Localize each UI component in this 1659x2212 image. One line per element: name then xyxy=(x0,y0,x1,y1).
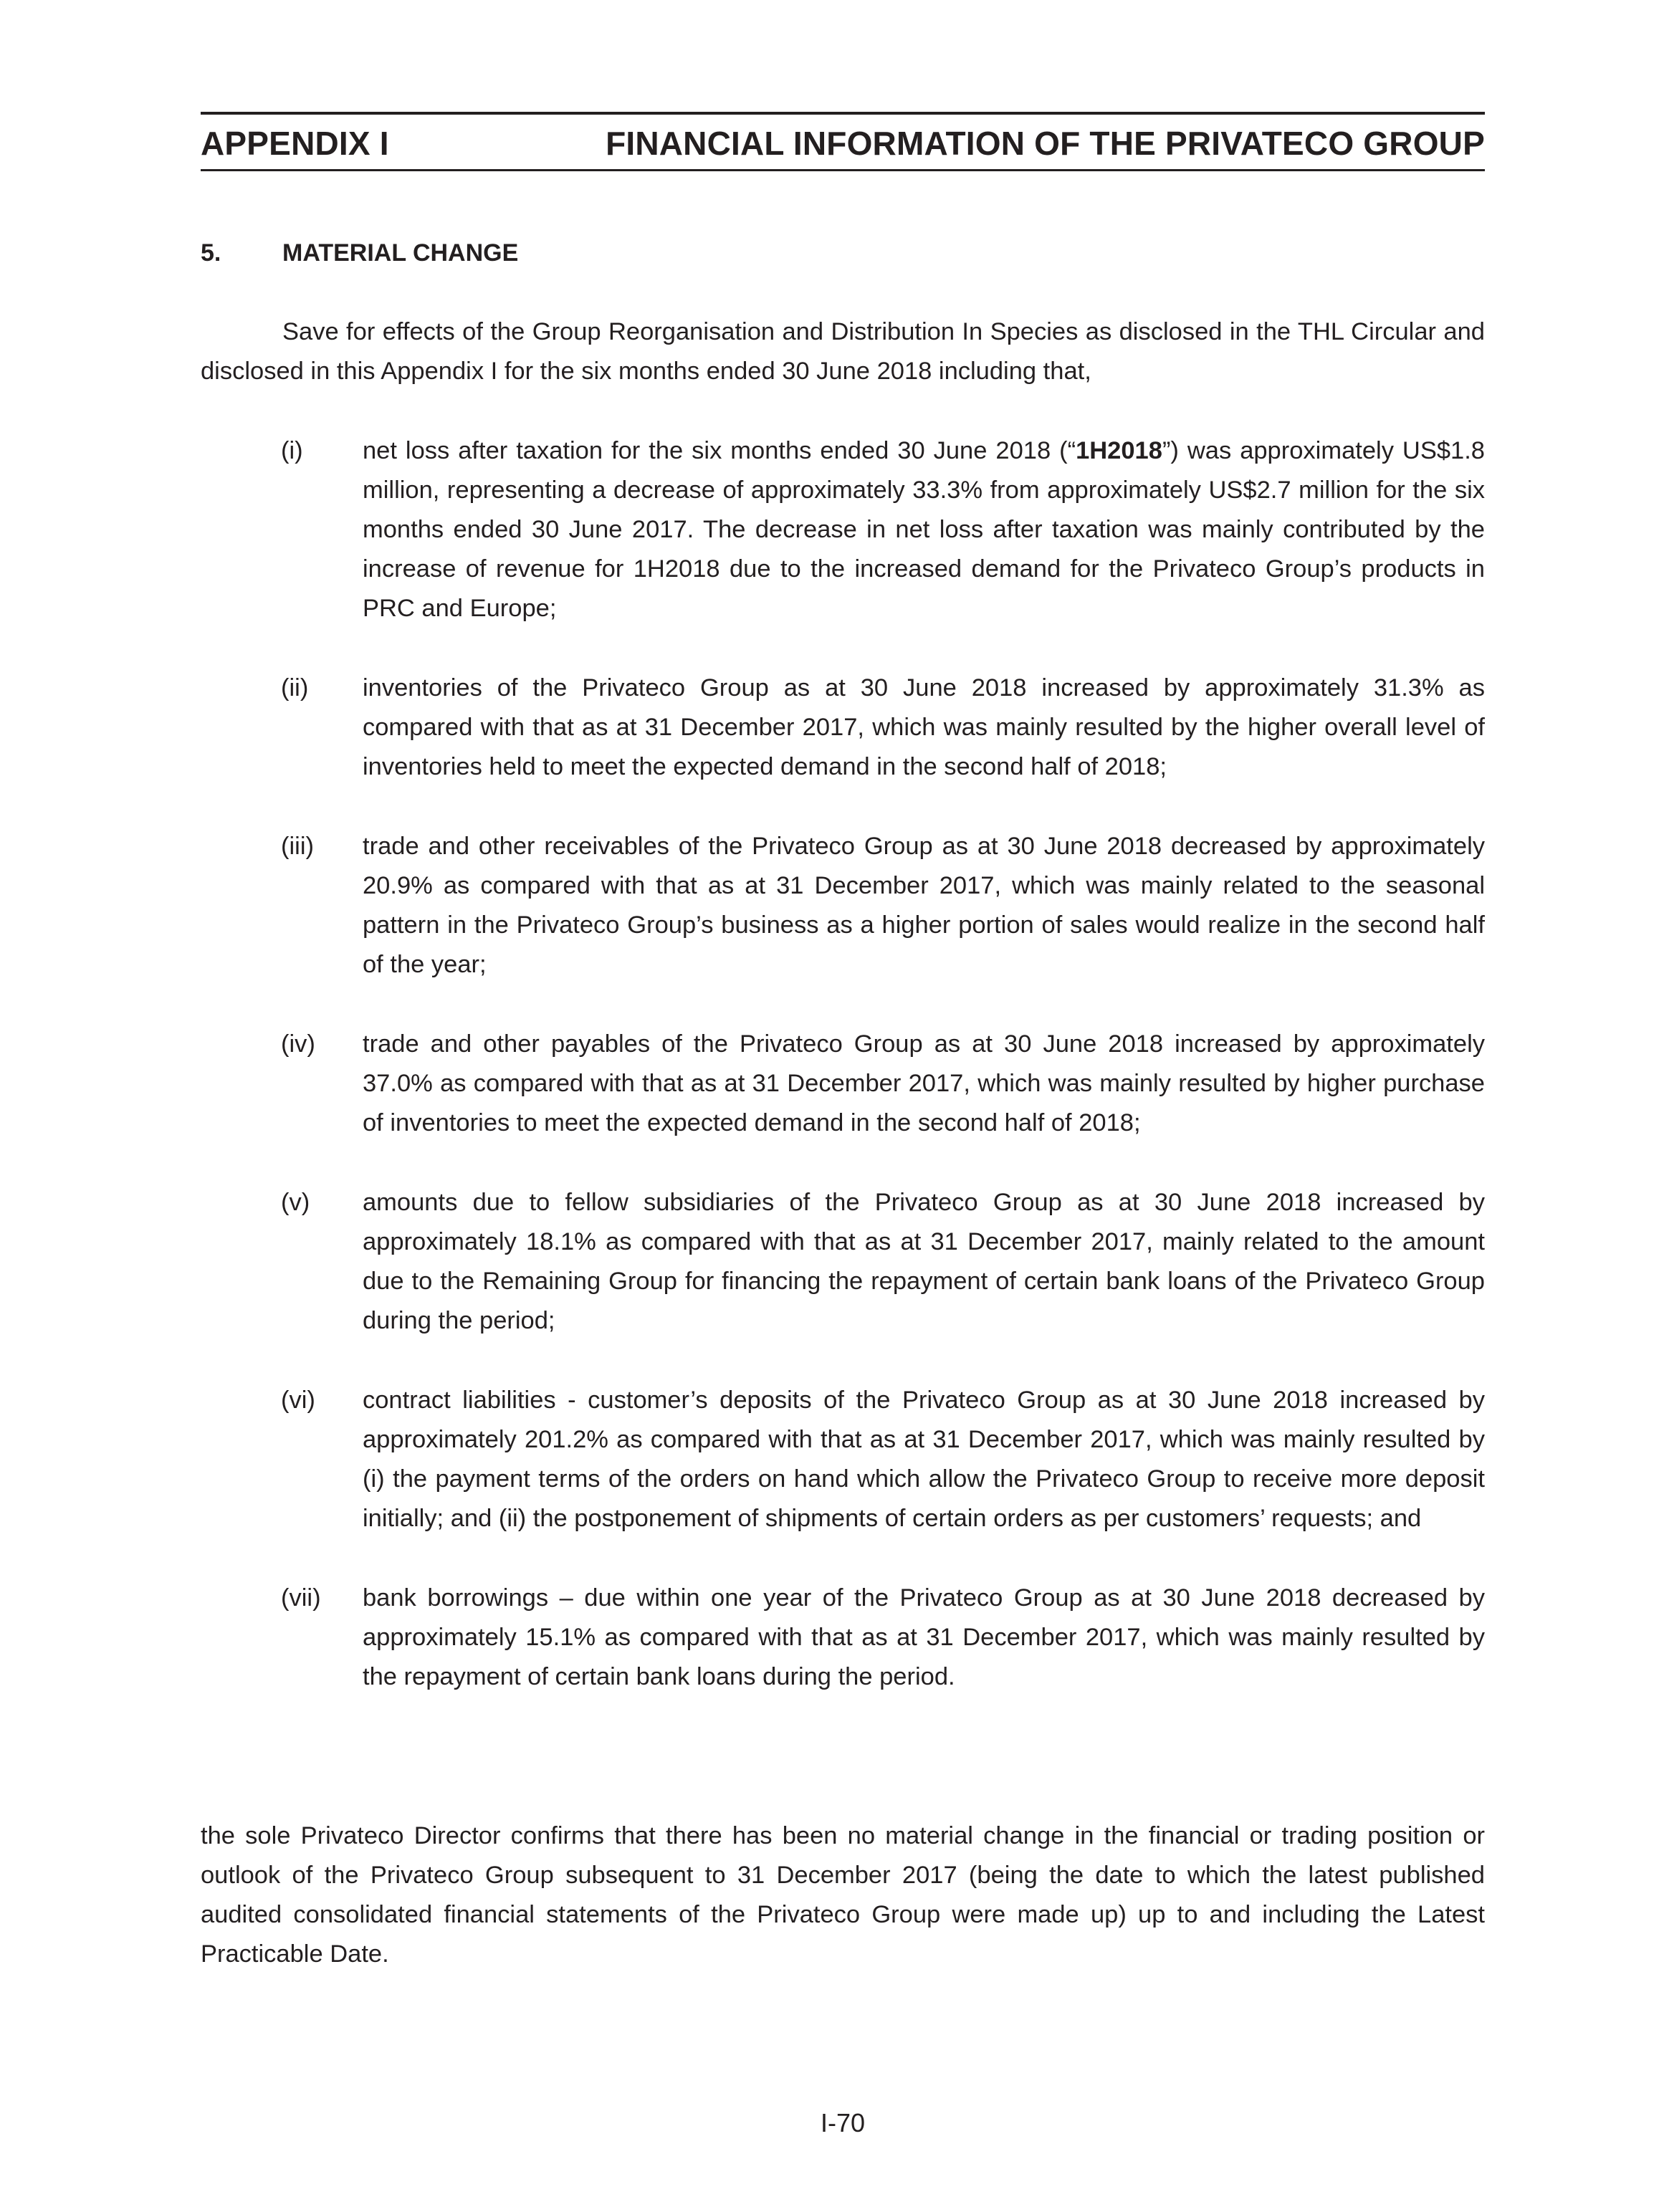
list-item-text-part: net loss after taxation for the six months ended 30 June 2018 (“ xyxy=(363,437,1076,464)
intro-paragraph: Save for effects of the Group Reorganisation and Distribution In Species as disclosed in the THL Circular and disclosed in this Appendix I for the six months ended 30 June 2018 including that, xyxy=(201,318,1485,385)
list-item-label: (iv) xyxy=(281,1030,315,1058)
list-item-label: (i) xyxy=(281,437,303,464)
material-change-list xyxy=(201,431,1485,1737)
list-item-label: (ii) xyxy=(281,674,309,702)
header-bottom-rule xyxy=(201,169,1485,171)
list-item-text: trade and other receivables of the Privateco Group as at 30 June 2018 decreased by approximately 20.9% as compared with that as at 31 December 2017, which was mainly related to the seasonal pattern in the Privateco Group’s business as a higher portion of sales would realize in the second half of the year; xyxy=(363,833,1485,978)
defined-term: 1H2018 xyxy=(1076,437,1162,464)
section-title: MATERIAL CHANGE xyxy=(282,239,519,267)
list-item-text: inventories of the Privateco Group as at 30 June 2018 increased by approximately 31.3% as compared with that as at 31 December 2017, which was mainly resulted by the higher overall level of inventories held to meet the expected demand in the second half of 2018; xyxy=(363,674,1485,780)
page-header xyxy=(201,122,1485,165)
header-top-rule xyxy=(201,112,1485,115)
list-item xyxy=(201,1025,1485,1143)
page-number: I-70 xyxy=(820,2108,866,2137)
list-item xyxy=(201,669,1485,787)
list-item-label: (v) xyxy=(281,1189,310,1216)
appendix-label: APPENDIX I xyxy=(201,125,389,162)
list-item xyxy=(201,1579,1485,1697)
list-item xyxy=(201,827,1485,985)
list-item-text-part: ”) was approximately US$1.8 million, representing a decrease of approximately 33.3% from approximately US$2.7 million for the six months ended 30 June 2017. The decrease in net loss after taxation was mainly contributed by the increase of revenue for 1H2018 due to the increased demand for the Privateco Group’s products in PRC and Europe; xyxy=(363,437,1485,622)
list-item-label: (vi) xyxy=(281,1387,315,1414)
appendix-title: FINANCIAL INFORMATION OF THE PRIVATECO GROUP xyxy=(606,125,1485,162)
list-item-label: (iii) xyxy=(281,833,314,860)
list-item-text: bank borrowings – due within one year of the Privateco Group as at 30 June 2018 decreased by approximately 15.1% as compared with that as at 31 December 2017, which was mainly resulted by the repayment of certain bank loans during the period. xyxy=(363,1584,1485,1690)
list-item-text: amounts due to fellow subsidiaries of the Privateco Group as at 30 June 2018 increased by approximately 18.1% as compared with that as at 31 December 2017, mainly related to the amount due to the Remaining Group for financing the repayment of certain bank loans of the Privateco Group during the period; xyxy=(363,1189,1485,1334)
list-item-text: contract liabilities - customer’s deposits of the Privateco Group as at 30 June 2018 increased by approximately 201.2% as compared with that as at 31 December 2017, which was mainly resulted by (i) the payment terms of the orders on hand which allow the Privateco Group to receive more deposit initially; and (ii) the postponement of shipments of certain orders as per customers’ requests; and xyxy=(363,1387,1485,1532)
list-item-text: trade and other payables of the Privateco Group as at 30 June 2018 increased by approximately 37.0% as compared with that as at 31 December 2017, which was mainly resulted by higher purchase of inventories to meet the expected demand in the second half of 2018; xyxy=(363,1030,1485,1136)
section-number: 5. xyxy=(201,239,221,267)
list-item xyxy=(201,1381,1485,1538)
document-page xyxy=(201,0,1485,2212)
closing-paragraph: the sole Privateco Director confirms that there has been no material change in the financial or trading position or outlook of the Privateco Group subsequent to 31 December 2017 (being the date to which the latest published audited consolidated financial statements of the Privateco Group were made up) up to and including the Latest Practicable Date. xyxy=(201,1822,1485,1968)
list-item-label: (vii) xyxy=(281,1584,321,1612)
list-item-text xyxy=(363,431,1485,628)
list-item xyxy=(201,1183,1485,1341)
list-item xyxy=(201,431,1485,628)
